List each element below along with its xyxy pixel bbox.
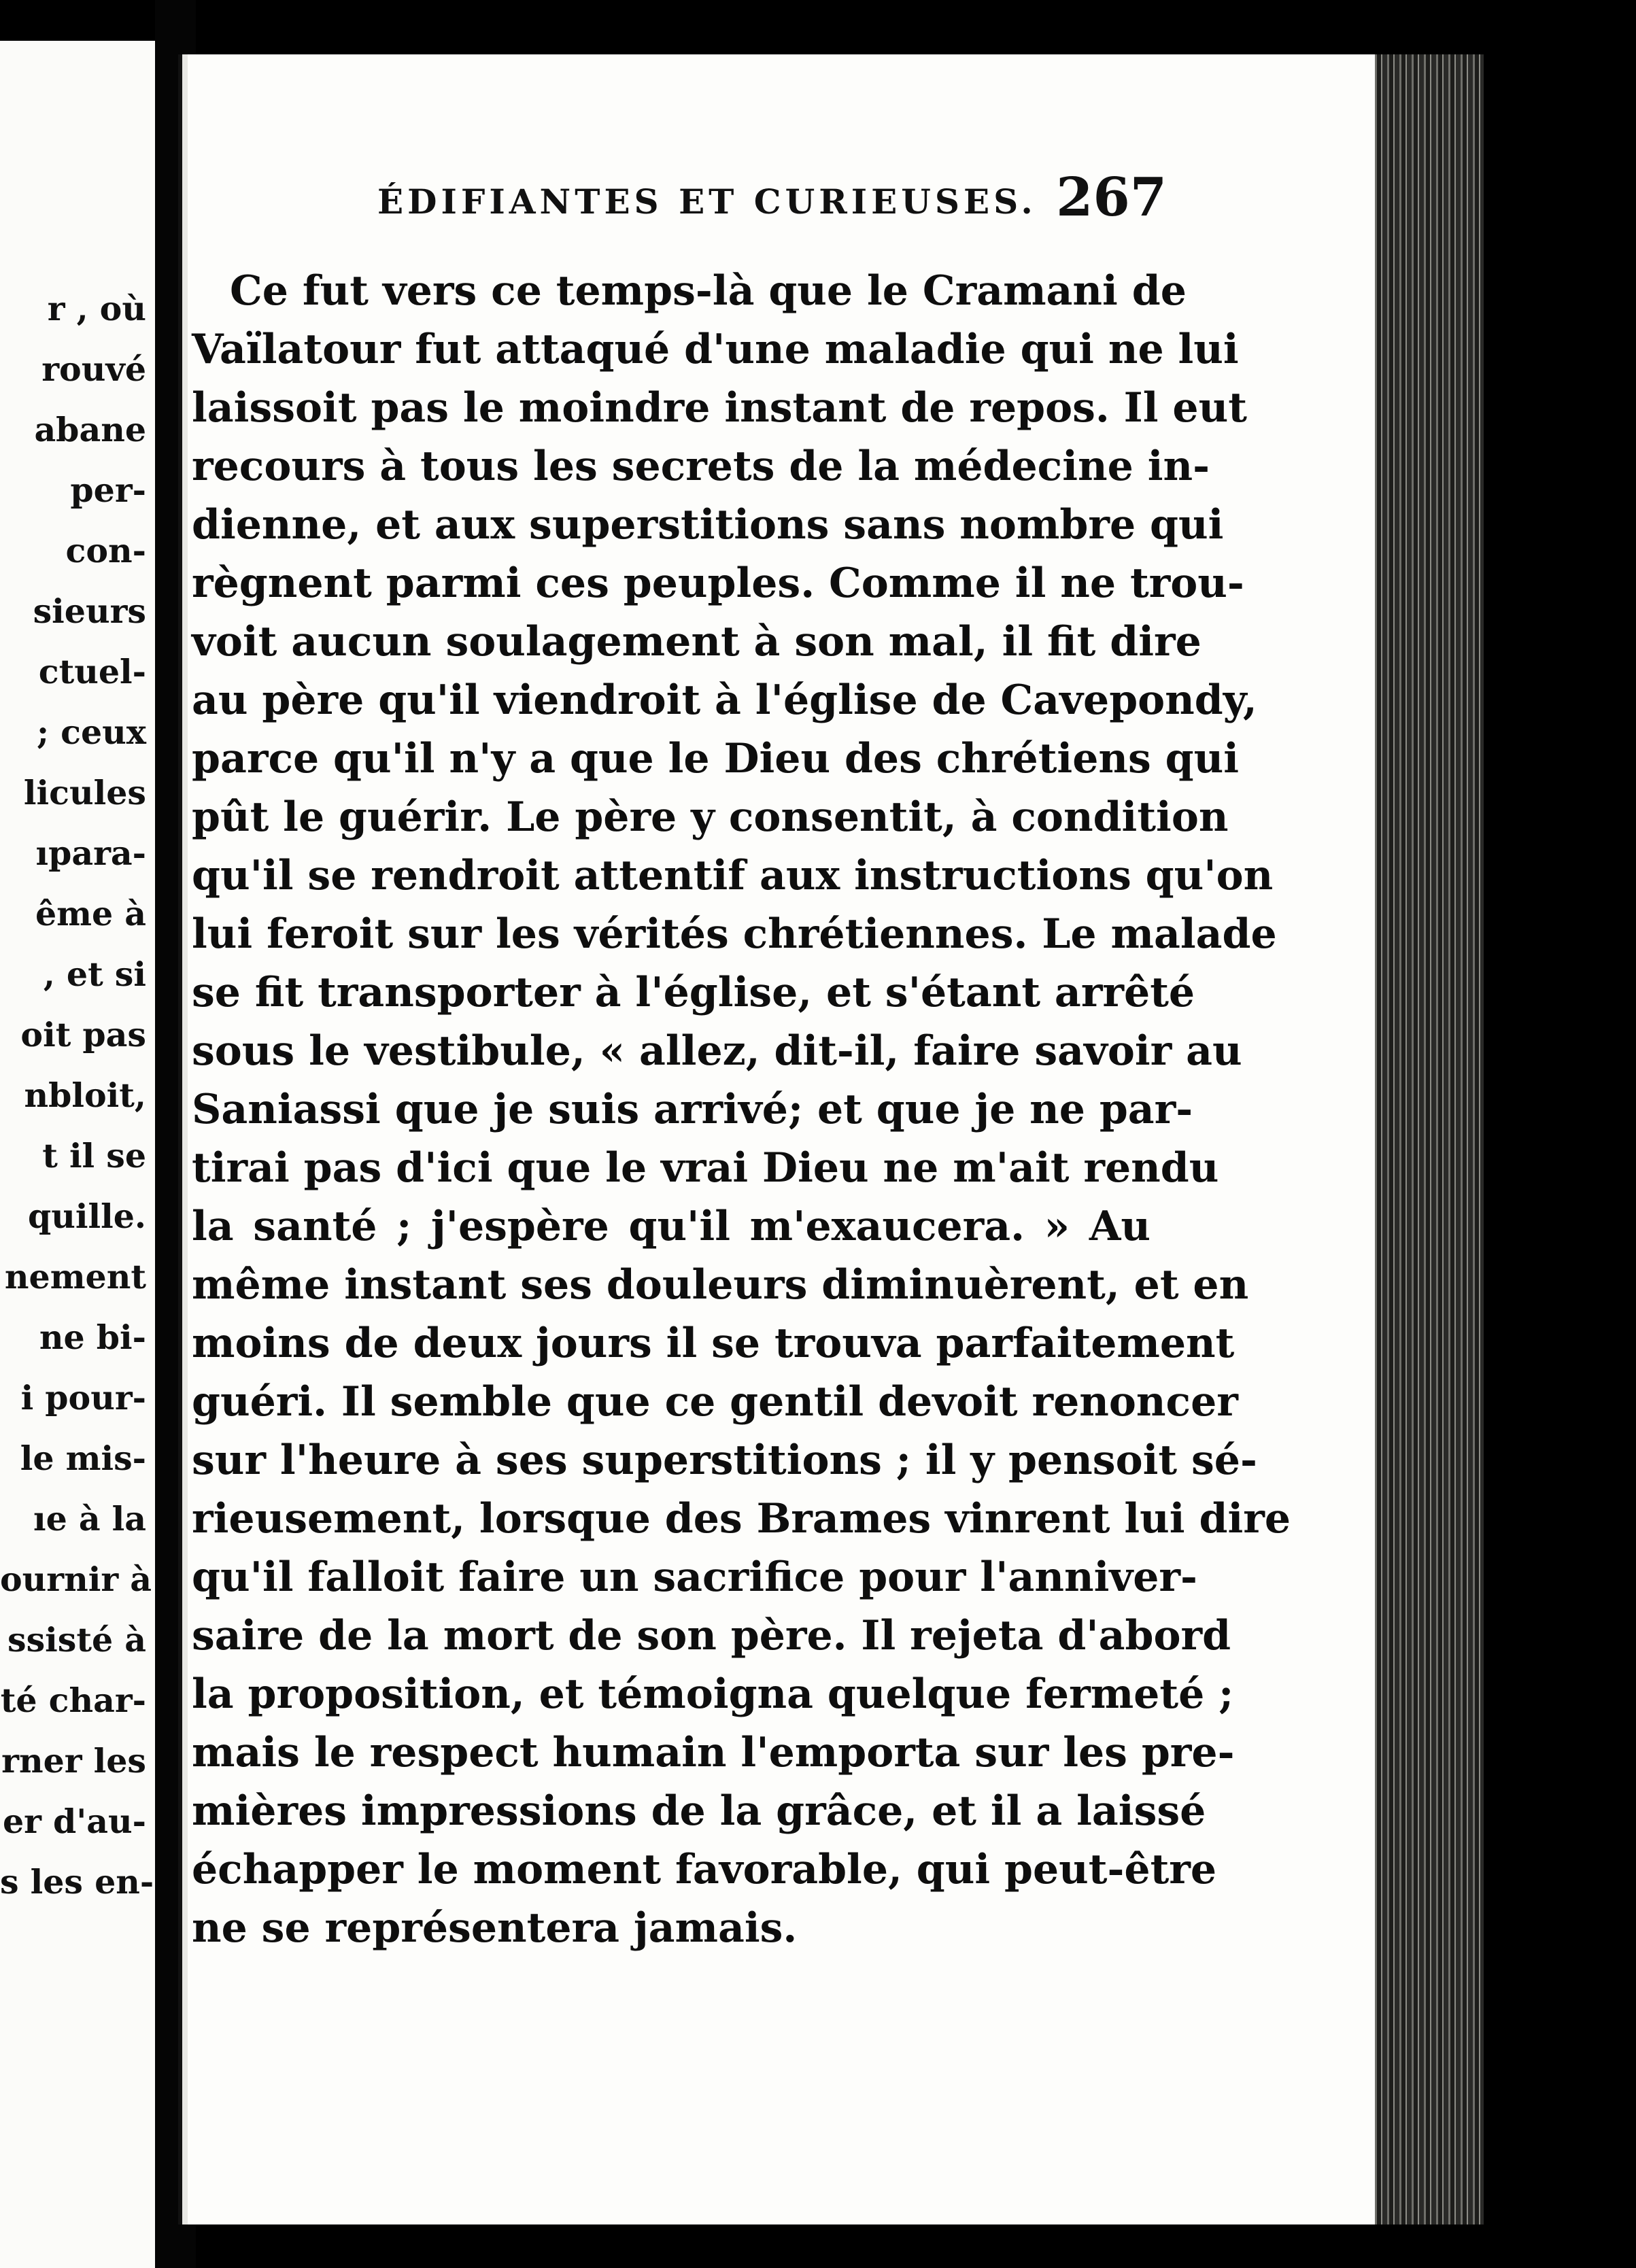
text-line: échapper le moment favorable, qui peut-être [192,1846,1217,1893]
text-line: voit aucun soulagement à son mal, il fit dire [192,618,1202,666]
facing-page-line: ; ceux [37,712,146,752]
facing-page-line: er d'au- [2,1802,146,1841]
text-line: tirai pas d'ici que le vrai Dieu ne m'ait rendu [192,1144,1219,1192]
text-line: parce qu'il n'y a que le Dieu des chrétiens qui [192,735,1240,783]
facing-page-line: s les en- [0,1862,154,1902]
page-number: 267 [1056,167,1167,228]
facing-page-line: ıpara- [35,834,146,873]
text-line: moins de deux jours il se trouva parfaitement [192,1320,1235,1367]
body-text [192,262,1291,1957]
facing-page-line: rouvé [41,349,146,389]
facing-page-line: per- [70,470,146,510]
facing-page-line: le mis- [20,1439,146,1478]
text-line: mières impressions de la grâce, et il a laissé [192,1787,1206,1835]
page-block-edge [1375,54,1484,2224]
facing-page-line: sieurs [33,591,146,631]
text-line: recours à tous les secrets de la médecine in- [192,443,1210,490]
facing-page-line: nbloit, [24,1076,146,1115]
text-line: sur l'heure à ses superstitions ; il y pensoit sé- [192,1437,1257,1484]
facing-page-line: , et si [43,955,146,994]
text-line: ne se représentera jamais. [192,1904,798,1952]
facing-page-line: r , où [47,289,146,328]
facing-page-line: t il se [42,1136,146,1175]
text-line: se fit transporter à l'église, et s'étant arrêté [192,969,1195,1016]
text-line: la santé ; j'espère qu'il m'exaucera. » Au [192,1203,1151,1250]
facing-page-line: ournir à [0,1560,152,1599]
facing-page-line: ssisté à [7,1620,146,1660]
text-line: rieusement, lorsque des Brames vinrent lui dire [192,1495,1291,1543]
text-line: Ce fut vers ce temps-là que le Cramani de [230,267,1187,315]
text-line: saire de la mort de son père. Il rejeta d'abord [192,1612,1231,1660]
text-line: même instant ses douleurs diminuèrent, et en [192,1261,1249,1309]
text-line: guéri. Il semble que ce gentil devoit renoncer [192,1378,1238,1426]
text-line: au père qu'il viendroit à l'église de Cavepondy, [192,676,1257,724]
text-line: qu'il se rendroit attentif aux instructions qu'on [192,852,1274,899]
facing-page-line: abane [34,410,146,449]
running-title: ÉDIFIANTES ET CURIEUSES. [377,182,1037,222]
text-line: sous le vestibule, « allez, dit-il, faire savoir au [192,1027,1242,1075]
facing-page-left [0,41,155,2268]
facing-page-line: rner les [1,1741,146,1781]
facing-page-line: nement [4,1257,146,1296]
text-line: pût le guérir. Le père y consentit, à condition [192,793,1229,841]
facing-page-line: quille. [28,1197,146,1236]
text-line: mais le respect humain l'emporta sur les pre- [192,1729,1235,1776]
text-line: Saniassi que je suis arrivé; et que je ne par- [192,1086,1193,1133]
text-line: qu'il falloit faire un sacrifice pour l'anniver- [192,1553,1197,1601]
text-line: lui feroit sur les vérités chrétiennes. Le malade [192,910,1277,958]
text-line: la proposition, et témoigna quelque fermeté ; [192,1670,1234,1718]
facing-page-line: ême à [35,894,146,933]
facing-page-line: oit pas [20,1015,146,1054]
facing-page-line: ıe à la [33,1499,146,1539]
text-line: dienne, et aux superstitions sans nombre qui [192,501,1224,549]
running-head [197,158,1167,228]
facing-page-line: i pour- [20,1378,146,1418]
facing-page-line: con- [65,531,146,570]
facing-page-text [0,279,154,1912]
text-line: règnent parmi ces peuples. Comme il ne trou- [192,560,1244,607]
facing-page-line: ne bi- [39,1318,146,1357]
text-line: Vaïlatour fut attaqué d'une maladie qui ne lui [192,326,1239,373]
facing-page-line: licules [23,773,146,812]
text-line: laissoit pas le moindre instant de repos. Il eut [192,384,1247,432]
facing-page-line: ctuel- [38,652,146,691]
facing-page-line: té char- [0,1681,146,1720]
